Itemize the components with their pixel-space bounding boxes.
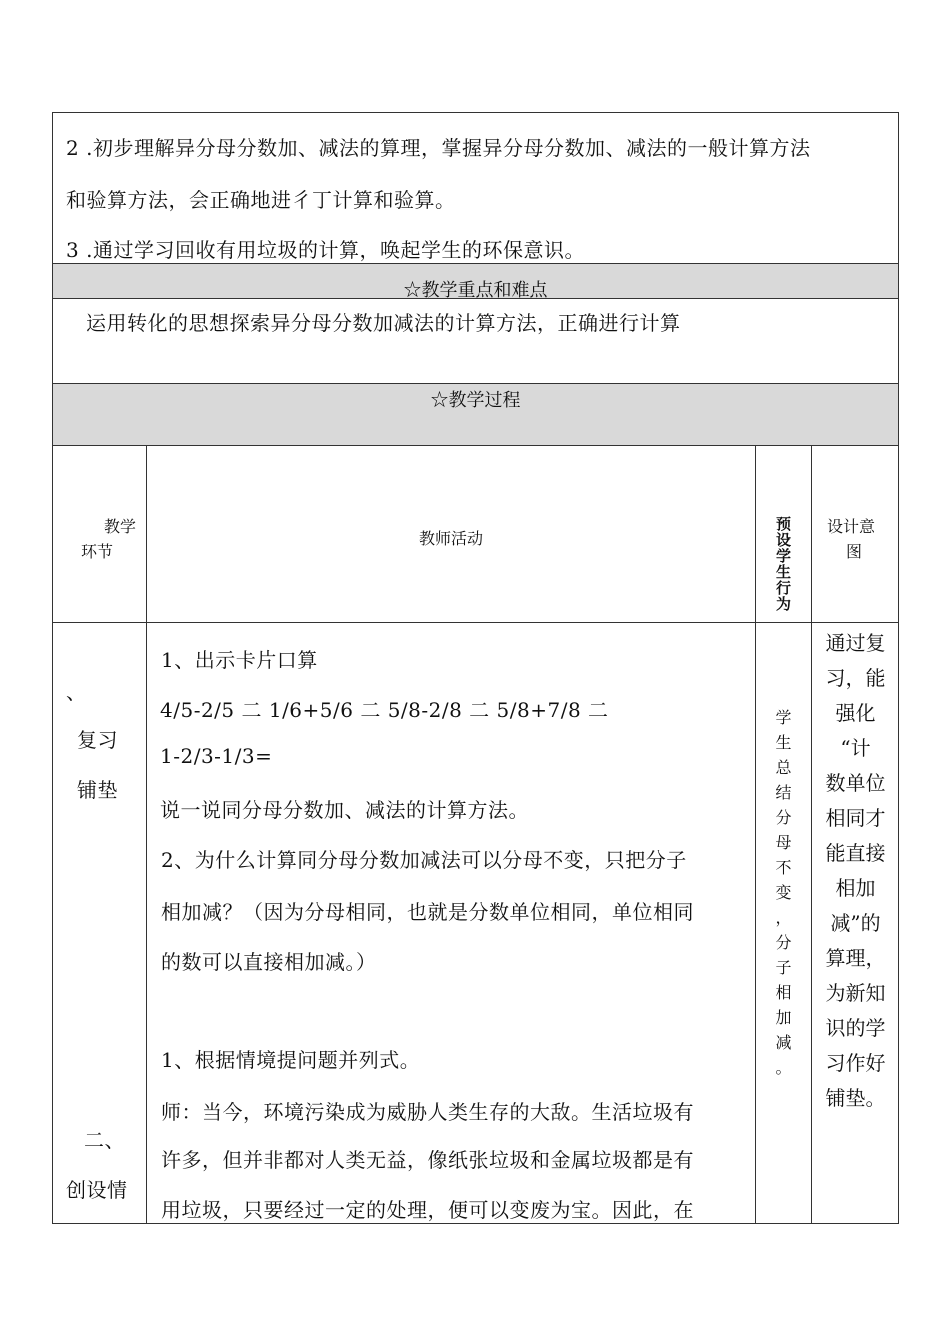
scenario-line-2: 师：当今，环境污染成为威胁人类生存的大敌。生活垃圾有 <box>161 1100 694 1124</box>
scenario-stage-line2: 创设情 <box>66 1178 128 1202</box>
header-design-intent-line2: 图 <box>846 542 863 561</box>
objective-line-3: 3 .通过学习回收有用垃圾的计算，唤起学生的环保意识。 <box>66 238 585 262</box>
focus-content: 运用转化的思想探索异分母分数加减法的计算方法，正确进行计算 <box>86 311 681 335</box>
header-teacher-activity: 教师活动 <box>418 529 483 548</box>
review-stage-line2: 铺垫 <box>77 778 118 802</box>
review-stage-mark: 、 <box>66 680 87 704</box>
review-design-intent: 通过复 习，能 强化 “计 数单位 相同才 能直接 相加 减”的 算理， 为新知 识的学 习作好 铺垫。 <box>825 631 886 1110</box>
review-line-6: 相加减？（因为分母相同，也就是分数单位相同，单位相同 <box>161 900 694 924</box>
review-line-2: 4/5-2/5 二 1/6+5/6 二 5/8-2/8 二 5/8+7/8 二 <box>160 698 609 722</box>
review-line-4: 说一说同分母分数加、减法的计算方法。 <box>160 798 529 822</box>
objective-line-2-cont: 和验算方法，会正确地进彳丁计算和验算。 <box>66 188 456 212</box>
header-stage-line1: 教学 <box>104 517 137 536</box>
review-line-5: 2、为什么计算同分母分数加减法可以分母不变，只把分子 <box>161 848 687 872</box>
objective-line-2: 2 .初步理解异分母分数加、减法的算理，掌握异分母分数加、减法的一般计算方法 <box>66 136 811 160</box>
review-student-behavior: 学 生 总 结 分 母 不 变 ， 分 子 相 加 减 。 <box>775 708 792 1077</box>
header-design-intent-line1: 设计意 <box>827 517 876 536</box>
scenario-line-4: 用垃圾，只要经过一定的处理，便可以变废为宝。因此，在 <box>161 1198 694 1222</box>
process-header: ☆教学过程 <box>430 390 521 411</box>
review-stage-line1: 复习 <box>77 728 118 752</box>
scenario-line-3: 许多，但并非都对人类无益，像纸张垃圾和金属垃圾都是有 <box>161 1148 694 1172</box>
col-divider-1 <box>146 445 147 1224</box>
header-stage-line2: 环节 <box>81 542 114 561</box>
focus-header: ☆教学重点和难点 <box>403 280 548 301</box>
scenario-line-1: 1、根据情境提问题并列式。 <box>161 1048 421 1072</box>
header-student-behavior: 预 设 学 生 行 为 <box>775 515 791 613</box>
review-line-3: 1-2/3-1/3= <box>160 744 273 768</box>
review-line-7: 的数可以直接相加减。） <box>161 950 377 974</box>
review-line-1: 1、出示卡片口算 <box>161 648 318 672</box>
scenario-stage-line1: 二、 <box>84 1128 125 1152</box>
